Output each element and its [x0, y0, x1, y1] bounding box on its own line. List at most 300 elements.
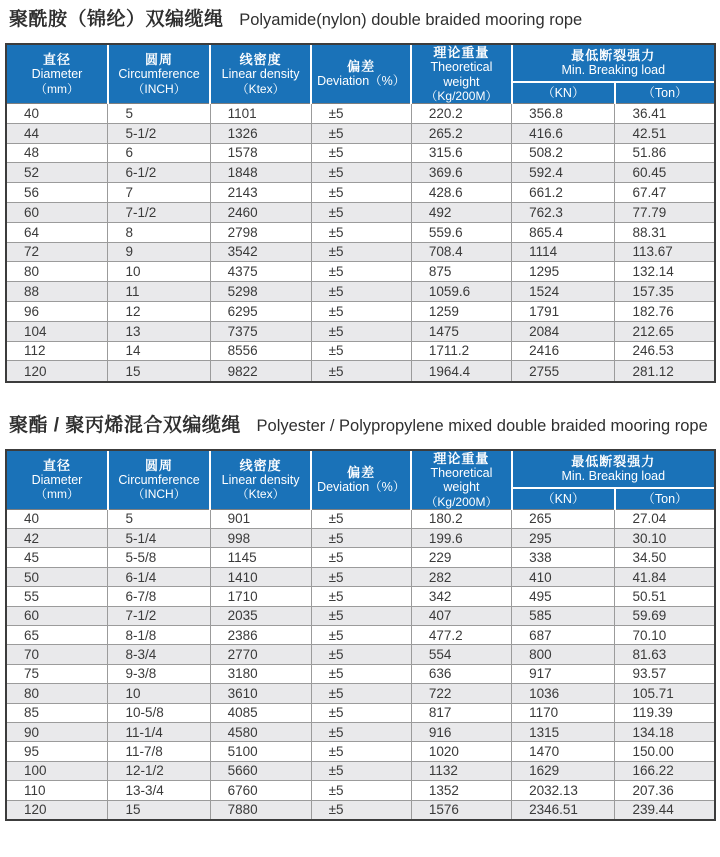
- table-row: [7, 548, 714, 567]
- table-cell: 110: [7, 781, 108, 800]
- table-cell: ±5: [311, 567, 411, 586]
- table-cell: ±5: [311, 143, 411, 163]
- table-cell: 10-5/8: [108, 703, 210, 722]
- polyester-title-english: Polyester / Polypropylene mixed double braided mooring rope: [256, 416, 708, 435]
- table-cell: 70: [7, 645, 108, 664]
- table-cell: 901: [210, 509, 311, 528]
- table-cell: 85: [7, 703, 108, 722]
- table-cell: 1132: [411, 761, 511, 780]
- table-cell: 64: [7, 222, 108, 242]
- polyamide-spec-table: [7, 45, 714, 381]
- header-linear-density: [210, 45, 311, 104]
- polyamide-section-title: [9, 6, 716, 32]
- table-cell: 9-3/8: [108, 664, 210, 683]
- table-cell: 150.00: [615, 742, 714, 761]
- table-cell: 1020: [411, 742, 511, 761]
- table-cell: 90: [7, 722, 108, 741]
- table-cell: 40: [7, 104, 108, 124]
- table-cell: 239.44: [615, 800, 714, 819]
- table-cell: 60: [7, 606, 108, 625]
- table-cell: 36.41: [615, 104, 714, 124]
- table-cell: 80: [7, 684, 108, 703]
- header-theoretical-weight: [411, 451, 511, 510]
- header-breaking-load-ton: [615, 82, 714, 103]
- table-cell: ±5: [311, 684, 411, 703]
- table-cell: 416.6: [512, 123, 615, 143]
- table-cell: 50: [7, 567, 108, 586]
- header-deviation-zh: 偏差: [347, 59, 376, 75]
- header-kn-label: （KN）: [542, 491, 585, 506]
- table-cell: 88.31: [615, 222, 714, 242]
- table-cell: 51.86: [615, 143, 714, 163]
- table-cell: 6-1/4: [108, 567, 210, 586]
- table-cell: 15: [108, 800, 210, 819]
- table-row: [7, 143, 714, 163]
- header-breaking-load-en: Min. Breaking load: [561, 63, 666, 78]
- table-cell: 199.6: [411, 529, 511, 548]
- table-cell: ±5: [311, 321, 411, 341]
- header-diameter-unit: （mm）: [34, 81, 79, 96]
- table-row: [7, 703, 714, 722]
- table-cell: 7880: [210, 800, 311, 819]
- header-diameter-zh: 直径: [42, 457, 71, 473]
- table-cell: 119.39: [615, 703, 714, 722]
- table-cell: 2032.13: [512, 781, 615, 800]
- table-cell: 1352: [411, 781, 511, 800]
- header-breaking-load: [512, 45, 714, 82]
- table-cell: ±5: [311, 761, 411, 780]
- table-cell: 1470: [512, 742, 615, 761]
- header-linear-density-unit: （Ktex）: [236, 81, 285, 96]
- header-circumference-en: Circumference: [118, 67, 200, 82]
- table-cell: 1326: [210, 123, 311, 143]
- table-cell: 1410: [210, 567, 311, 586]
- table-cell: 65: [7, 626, 108, 645]
- table-cell: 3610: [210, 684, 311, 703]
- table-cell: 722: [411, 684, 511, 703]
- table-cell: ±5: [311, 722, 411, 741]
- table-row: [7, 529, 714, 548]
- table-cell: 113.67: [615, 242, 714, 262]
- header-linear-density-zh: 线密度: [239, 52, 282, 68]
- table-cell: 5660: [210, 761, 311, 780]
- header-circumference-zh: 圆周: [145, 457, 174, 473]
- table-cell: 2755: [512, 361, 615, 381]
- table-cell: 342: [411, 587, 511, 606]
- table-cell: 1114: [512, 242, 615, 262]
- table-cell: 13: [108, 321, 210, 341]
- table-row: [7, 761, 714, 780]
- header-linear-density: [210, 451, 311, 510]
- table-row: [7, 321, 714, 341]
- polyamide-table-frame: [5, 43, 716, 383]
- table-cell: 817: [411, 703, 511, 722]
- table-cell: 13-3/4: [108, 781, 210, 800]
- header-deviation: [311, 45, 411, 104]
- polyamide-table-header: [7, 45, 714, 104]
- header-breaking-load-ton: [615, 488, 714, 509]
- polyamide-table-body: [7, 104, 714, 381]
- header-theoretical-weight-zh: 理论重量: [433, 45, 490, 60]
- table-cell: 2143: [210, 183, 311, 203]
- polyester-title-chinese: 聚酯 / 聚丙烯混合双编缆绳: [9, 414, 241, 436]
- table-cell: 1295: [512, 262, 615, 282]
- polyester-section-title: [9, 412, 716, 438]
- header-deviation-en: Deviation（%）: [317, 479, 406, 494]
- table-cell: 2346.51: [512, 800, 615, 819]
- header-theoretical-weight-unit: （Kg/200M）: [425, 494, 498, 509]
- table-cell: 8: [108, 222, 210, 242]
- table-cell: 9822: [210, 361, 311, 381]
- table-cell: 708.4: [411, 242, 511, 262]
- table-cell: 6760: [210, 781, 311, 800]
- table-cell: 875: [411, 262, 511, 282]
- table-cell: 1964.4: [411, 361, 511, 381]
- table-cell: 34.50: [615, 548, 714, 567]
- table-cell: 3542: [210, 242, 311, 262]
- header-circumference-unit: （INCH）: [132, 81, 186, 96]
- header-deviation: [311, 451, 411, 510]
- table-row: [7, 361, 714, 381]
- table-cell: 6-1/2: [108, 163, 210, 183]
- table-cell: 157.35: [615, 282, 714, 302]
- table-cell: 5: [108, 509, 210, 528]
- table-cell: 1170: [512, 703, 615, 722]
- table-cell: 60.45: [615, 163, 714, 183]
- table-cell: 4085: [210, 703, 311, 722]
- table-cell: 495: [512, 587, 615, 606]
- table-cell: 120: [7, 361, 108, 381]
- table-cell: 220.2: [411, 104, 511, 124]
- header-breaking-load-zh: 最低断裂强力: [571, 48, 656, 64]
- table-cell: 67.47: [615, 183, 714, 203]
- header-theoretical-weight-unit: （Kg/200M）: [425, 89, 498, 103]
- table-cell: 5-1/4: [108, 529, 210, 548]
- table-cell: 11: [108, 282, 210, 302]
- table-cell: 134.18: [615, 722, 714, 741]
- polyamide-title-chinese: 聚酰胺（锦纶）双编缆绳: [9, 9, 224, 30]
- polyamide-section: [5, 6, 716, 383]
- table-cell: 10: [108, 262, 210, 282]
- header-deviation-en: Deviation（%）: [317, 74, 406, 89]
- table-cell: 315.6: [411, 143, 511, 163]
- table-cell: 282: [411, 567, 511, 586]
- table-cell: 2416: [512, 341, 615, 361]
- table-cell: ±5: [311, 123, 411, 143]
- table-cell: 410: [512, 567, 615, 586]
- table-row: [7, 509, 714, 528]
- table-cell: 8-3/4: [108, 645, 210, 664]
- header-theoretical-weight-en: Theoretical weight: [430, 60, 493, 89]
- table-cell: 246.53: [615, 341, 714, 361]
- table-row: [7, 742, 714, 761]
- table-cell: 3180: [210, 664, 311, 683]
- table-cell: 7375: [210, 321, 311, 341]
- table-cell: 2770: [210, 645, 311, 664]
- table-cell: 11-1/4: [108, 722, 210, 741]
- table-cell: 40: [7, 509, 108, 528]
- table-cell: ±5: [311, 361, 411, 381]
- table-cell: 1629: [512, 761, 615, 780]
- header-diameter-en: Diameter: [31, 472, 83, 487]
- table-cell: 93.57: [615, 664, 714, 683]
- header-circumference-zh: 圆周: [145, 52, 174, 68]
- table-cell: 585: [512, 606, 615, 625]
- table-cell: 212.65: [615, 321, 714, 341]
- header-circumference: [108, 451, 210, 510]
- table-cell: 5100: [210, 742, 311, 761]
- table-cell: 1791: [512, 301, 615, 321]
- table-cell: 9: [108, 242, 210, 262]
- table-cell: 88: [7, 282, 108, 302]
- table-row: [7, 567, 714, 586]
- table-cell: 592.4: [512, 163, 615, 183]
- table-row: [7, 606, 714, 625]
- header-theoretical-weight-en: Theoretical weight: [430, 465, 493, 495]
- table-cell: 1259: [411, 301, 511, 321]
- table-cell: 15: [108, 361, 210, 381]
- table-cell: 80: [7, 262, 108, 282]
- table-cell: 1036: [512, 684, 615, 703]
- table-cell: 265.2: [411, 123, 511, 143]
- polyester-section: [5, 412, 716, 822]
- header-diameter-en: Diameter: [31, 67, 83, 82]
- table-cell: 865.4: [512, 222, 615, 242]
- table-cell: 44: [7, 123, 108, 143]
- table-cell: 2460: [210, 202, 311, 222]
- table-cell: 916: [411, 722, 511, 741]
- table-cell: 55: [7, 587, 108, 606]
- table-cell: 800: [512, 645, 615, 664]
- table-row: [7, 222, 714, 242]
- header-breaking-load-kn: [512, 488, 615, 509]
- table-cell: 60: [7, 202, 108, 222]
- polyester-table-header: [7, 451, 714, 510]
- table-cell: 1059.6: [411, 282, 511, 302]
- table-row: [7, 123, 714, 143]
- table-cell: 917: [512, 664, 615, 683]
- table-cell: 477.2: [411, 626, 511, 645]
- table-row: [7, 202, 714, 222]
- table-cell: 104: [7, 321, 108, 341]
- table-cell: 166.22: [615, 761, 714, 780]
- table-cell: ±5: [311, 341, 411, 361]
- table-cell: 27.04: [615, 509, 714, 528]
- table-cell: 1711.2: [411, 341, 511, 361]
- polyamide-title-english: Polyamide(nylon) double braided mooring rope: [239, 11, 583, 29]
- table-cell: ±5: [311, 509, 411, 528]
- table-cell: ±5: [311, 781, 411, 800]
- header-circumference: [108, 45, 210, 104]
- table-cell: 559.6: [411, 222, 511, 242]
- header-breaking-load-en: Min. Breaking load: [561, 469, 666, 484]
- table-cell: 100: [7, 761, 108, 780]
- table-cell: 14: [108, 341, 210, 361]
- table-cell: ±5: [311, 800, 411, 819]
- table-cell: 1710: [210, 587, 311, 606]
- table-row: [7, 301, 714, 321]
- table-cell: 2798: [210, 222, 311, 242]
- header-theoretical-weight-zh: 理论重量: [433, 450, 490, 466]
- table-cell: 42: [7, 529, 108, 548]
- table-cell: 1315: [512, 722, 615, 741]
- table-cell: 636: [411, 664, 511, 683]
- header-breaking-load-zh: 最低断裂强力: [571, 454, 656, 470]
- table-cell: 7-1/2: [108, 202, 210, 222]
- table-cell: 81.63: [615, 645, 714, 664]
- table-cell: 281.12: [615, 361, 714, 381]
- table-cell: ±5: [311, 606, 411, 625]
- table-cell: 56: [7, 183, 108, 203]
- table-cell: 1524: [512, 282, 615, 302]
- table-cell: 10: [108, 684, 210, 703]
- table-cell: ±5: [311, 664, 411, 683]
- header-diameter: [7, 451, 108, 510]
- table-cell: 59.69: [615, 606, 714, 625]
- table-cell: 95: [7, 742, 108, 761]
- header-linear-density-en: Linear density: [221, 67, 300, 82]
- table-cell: 112: [7, 341, 108, 361]
- header-deviation-zh: 偏差: [347, 464, 376, 480]
- table-cell: 1101: [210, 104, 311, 124]
- header-breaking-load: [512, 451, 714, 488]
- table-cell: 6295: [210, 301, 311, 321]
- table-cell: 96: [7, 301, 108, 321]
- table-cell: ±5: [311, 262, 411, 282]
- table-cell: 30.10: [615, 529, 714, 548]
- header-linear-density-zh: 线密度: [239, 457, 282, 473]
- polyester-spec-table: [7, 451, 714, 820]
- table-cell: 52: [7, 163, 108, 183]
- table-cell: 687: [512, 626, 615, 645]
- table-cell: ±5: [311, 703, 411, 722]
- table-cell: 7-1/2: [108, 606, 210, 625]
- table-cell: 661.2: [512, 183, 615, 203]
- polyester-table-frame: [5, 449, 716, 822]
- table-cell: ±5: [311, 163, 411, 183]
- table-cell: 2386: [210, 626, 311, 645]
- table-cell: 48: [7, 143, 108, 163]
- table-cell: 1576: [411, 800, 511, 819]
- table-cell: ±5: [311, 529, 411, 548]
- table-cell: ±5: [311, 587, 411, 606]
- table-cell: ±5: [311, 742, 411, 761]
- table-row: [7, 163, 714, 183]
- table-cell: 1475: [411, 321, 511, 341]
- table-cell: 50.51: [615, 587, 714, 606]
- table-cell: 1145: [210, 548, 311, 567]
- header-theoretical-weight: [411, 45, 511, 104]
- table-cell: ±5: [311, 183, 411, 203]
- table-cell: 42.51: [615, 123, 714, 143]
- table-row: [7, 104, 714, 124]
- header-circumference-unit: （INCH）: [132, 487, 186, 502]
- header-kn-label: （KN）: [542, 86, 585, 101]
- table-cell: 356.8: [512, 104, 615, 124]
- table-cell: 45: [7, 548, 108, 567]
- table-cell: 5-5/8: [108, 548, 210, 567]
- table-row: [7, 664, 714, 683]
- table-cell: 4580: [210, 722, 311, 741]
- table-cell: 12-1/2: [108, 761, 210, 780]
- header-circumference-en: Circumference: [118, 472, 200, 487]
- table-row: [7, 262, 714, 282]
- header-diameter: [7, 45, 108, 104]
- table-cell: ±5: [311, 626, 411, 645]
- table-cell: 180.2: [411, 509, 511, 528]
- table-row: [7, 626, 714, 645]
- table-row: [7, 341, 714, 361]
- table-row: [7, 645, 714, 664]
- table-cell: 6: [108, 143, 210, 163]
- header-ton-label: （Ton）: [642, 491, 688, 506]
- table-cell: 428.6: [411, 183, 511, 203]
- table-cell: 70.10: [615, 626, 714, 645]
- table-cell: 5-1/2: [108, 123, 210, 143]
- table-row: [7, 722, 714, 741]
- table-cell: ±5: [311, 301, 411, 321]
- table-row: [7, 781, 714, 800]
- header-linear-density-en: Linear density: [221, 472, 300, 487]
- table-cell: 7: [108, 183, 210, 203]
- table-cell: 120: [7, 800, 108, 819]
- table-row: [7, 587, 714, 606]
- table-cell: 72: [7, 242, 108, 262]
- table-cell: 554: [411, 645, 511, 664]
- table-cell: 492: [411, 202, 511, 222]
- table-cell: ±5: [311, 222, 411, 242]
- table-row: [7, 800, 714, 819]
- table-cell: 75: [7, 664, 108, 683]
- table-cell: 12: [108, 301, 210, 321]
- table-cell: 77.79: [615, 202, 714, 222]
- table-cell: 1578: [210, 143, 311, 163]
- table-cell: 11-7/8: [108, 742, 210, 761]
- table-cell: ±5: [311, 282, 411, 302]
- table-cell: 407: [411, 606, 511, 625]
- table-cell: 369.6: [411, 163, 511, 183]
- table-cell: 508.2: [512, 143, 615, 163]
- table-cell: ±5: [311, 645, 411, 664]
- table-row: [7, 282, 714, 302]
- header-ton-label: （Ton）: [642, 86, 688, 101]
- header-diameter-zh: 直径: [42, 52, 71, 68]
- table-row: [7, 684, 714, 703]
- table-cell: ±5: [311, 202, 411, 222]
- table-row: [7, 183, 714, 203]
- table-cell: 2084: [512, 321, 615, 341]
- table-cell: 105.71: [615, 684, 714, 703]
- table-cell: 5: [108, 104, 210, 124]
- table-cell: 5298: [210, 282, 311, 302]
- table-cell: 762.3: [512, 202, 615, 222]
- table-cell: 998: [210, 529, 311, 548]
- table-row: [7, 242, 714, 262]
- table-cell: 8-1/8: [108, 626, 210, 645]
- table-cell: 1848: [210, 163, 311, 183]
- table-cell: ±5: [311, 242, 411, 262]
- table-cell: ±5: [311, 548, 411, 567]
- table-cell: 2035: [210, 606, 311, 625]
- table-cell: 4375: [210, 262, 311, 282]
- header-diameter-unit: （mm）: [34, 487, 79, 502]
- table-cell: ±5: [311, 104, 411, 124]
- table-cell: 265: [512, 509, 615, 528]
- table-cell: 41.84: [615, 567, 714, 586]
- table-cell: 295: [512, 529, 615, 548]
- header-linear-density-unit: （Ktex）: [236, 487, 285, 502]
- table-cell: 182.76: [615, 301, 714, 321]
